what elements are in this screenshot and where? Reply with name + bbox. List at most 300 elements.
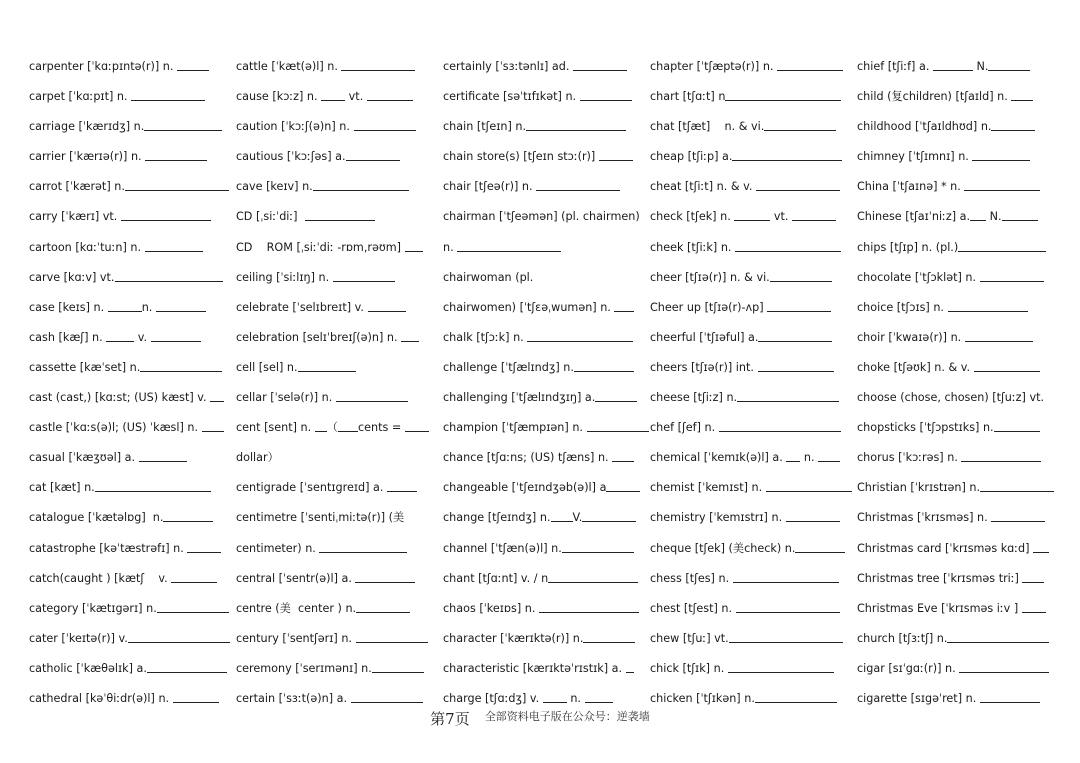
entry-text: catholic [ˈkæθəlɪk] a. [29, 661, 147, 675]
answer-blank[interactable] [121, 219, 211, 221]
answer-blank[interactable] [356, 641, 428, 643]
word-column-1 [29, 52, 236, 714]
entry-text: champion [ˈtʃæmpɪən] n. [443, 421, 587, 435]
answer-blank[interactable] [606, 490, 640, 492]
answer-blank[interactable] [144, 129, 222, 131]
entry-text: centimeter) n. [236, 541, 320, 555]
word-entry [29, 323, 236, 353]
entry-text: chemist [ˈkemɪst] n. [650, 481, 766, 495]
entry-text: celebration [selɪˈbreɪʃ(ə)n] n. [236, 330, 402, 344]
entry-text: cause [kɔːz] n. [236, 90, 322, 104]
entry-text: channel [ˈtʃæn(ə)l] n. [443, 541, 562, 555]
entry-text: chips [tʃɪp] n. (pl.) [857, 240, 959, 254]
answer-blank[interactable] [580, 99, 632, 101]
answer-blank[interactable] [961, 460, 1041, 462]
word-entry [443, 383, 650, 413]
answer-blank[interactable] [305, 219, 375, 221]
word-entry [650, 263, 857, 293]
entry-text: cigarette [sɪgəˈret] n. [857, 691, 980, 705]
entry-text: chant [tʃɑːnt] v. / n [443, 571, 549, 585]
word-entry [857, 323, 1064, 353]
answer-blank[interactable] [972, 159, 1030, 161]
answer-blank[interactable] [764, 129, 836, 131]
entry-text: chopsticks [ˈtʃɔpstɪks] n. [857, 421, 994, 435]
entry-text: chorus [ˈkɔːrəs] n. [857, 451, 962, 465]
answer-blank[interactable] [573, 69, 627, 71]
answer-blank[interactable] [139, 460, 187, 462]
entry-text: cent [sent] n. [236, 421, 315, 435]
word-entry [857, 52, 1064, 82]
answer-blank[interactable] [582, 520, 636, 522]
word-column-2 [236, 52, 443, 714]
entry-text: catastrophe [kəˈtæstrəfɪ] n. [29, 541, 188, 555]
entry-text: centigrade [ˈsentɪgreɪd] a. [236, 481, 387, 495]
word-entry [857, 443, 1064, 473]
entry-text: childhood [ˈtʃaɪldhʊd] n. [857, 120, 992, 134]
word-entry [29, 443, 236, 473]
answer-blank[interactable] [965, 340, 1033, 342]
entry-text: CD [ˌsiːˈdiː] [236, 210, 305, 224]
answer-blank[interactable] [536, 189, 620, 191]
entry-text: ceiling [ˈsiːlɪŋ] n. [236, 270, 333, 284]
answer-blank[interactable] [970, 219, 986, 221]
entry-text: chalk [tʃɔːk] n. [443, 330, 528, 344]
answer-blank[interactable] [321, 99, 345, 101]
entry-text: certificate [səˈtɪfɪkət] n. [443, 90, 580, 104]
word-entry [857, 564, 1064, 594]
word-entry [236, 534, 443, 564]
answer-blank[interactable] [115, 280, 223, 282]
word-entry [236, 654, 443, 684]
page-number: 第7页 [430, 710, 470, 728]
answer-blank[interactable] [732, 159, 842, 161]
word-entry [29, 172, 236, 202]
answer-blank[interactable] [991, 520, 1045, 522]
entry-text: chemical [ˈkemɪk(ə)l] a. [650, 451, 787, 465]
entry-text: church [tʃɜːtʃ] n. [857, 631, 948, 645]
entry-text: central [ˈsentr(ə)l] a. [236, 571, 356, 585]
entry-text: cheap [tʃiːp] a. [650, 150, 733, 164]
entry-text: chair [tʃeə(r)] n. [443, 180, 537, 194]
entry-text: Christmas [ˈkrɪsməs] n. [857, 511, 992, 525]
entry-text: cater [ˈkeɪtə(r)] v. [29, 631, 128, 645]
word-entry [443, 353, 650, 383]
entry-text: N. [986, 210, 1002, 224]
answer-blank[interactable] [355, 581, 415, 583]
answer-blank[interactable] [792, 219, 836, 221]
word-entry [650, 112, 857, 142]
answer-blank[interactable] [128, 641, 230, 643]
answer-blank[interactable] [527, 340, 633, 342]
word-entry [857, 293, 1064, 323]
word-entry [443, 534, 650, 564]
entry-text: chat [tʃæt] n. & vi. [650, 120, 765, 134]
answer-blank[interactable] [988, 69, 1030, 71]
answer-blank[interactable] [173, 701, 219, 703]
answer-blank[interactable] [210, 400, 224, 402]
entry-text: centimetre [ˈsentiˌmiːtə(r)] (美 [236, 511, 405, 525]
word-entry [650, 52, 857, 82]
answer-blank[interactable] [574, 370, 634, 372]
entry-text: cast (cast,) [kɑːst; (US) kæst] v. [29, 391, 211, 405]
entry-text: character [ˈkærɪktə(r)] n. [443, 631, 584, 645]
entry-text: cellar [ˈselə(r)] n. [236, 391, 336, 405]
word-entry [650, 202, 857, 232]
entry-text: cat [kæt] n. [29, 481, 95, 495]
answer-blank[interactable] [562, 551, 634, 553]
word-entry [29, 654, 236, 684]
answer-blank[interactable] [313, 189, 409, 191]
entry-text: Christmas card [ˈkrɪsməs kɑːd] [857, 541, 1034, 555]
word-entry [236, 473, 443, 503]
word-entry [857, 82, 1064, 112]
answer-blank[interactable] [336, 400, 408, 402]
word-entry [236, 503, 443, 533]
entry-text: cash [kæʃ] n. [29, 330, 107, 344]
word-entry [29, 263, 236, 293]
word-entry [857, 263, 1064, 293]
answer-blank[interactable] [933, 69, 973, 71]
answer-blank[interactable] [163, 520, 213, 522]
answer-blank[interactable] [140, 370, 222, 372]
word-entry [29, 142, 236, 172]
word-entry [443, 112, 650, 142]
word-entry [29, 233, 236, 263]
entry-text: n. [141, 300, 156, 314]
word-entry [443, 323, 650, 353]
answer-blank[interactable] [786, 460, 800, 462]
word-entry [236, 353, 443, 383]
entry-text: chairwomen) [ˈtʃɛəˌwumən] n. [443, 300, 615, 314]
word-entry [443, 263, 650, 293]
entry-text: carpet [ˈkɑːpɪt] n. [29, 90, 132, 104]
answer-blank[interactable] [356, 611, 410, 613]
answer-blank[interactable] [1022, 611, 1046, 613]
entry-text: chance [tʃɑːns; (US) tʃæns] n. [443, 451, 613, 465]
answer-blank[interactable] [202, 430, 224, 432]
answer-blank[interactable] [756, 189, 840, 191]
word-entry [236, 443, 443, 473]
answer-blank[interactable] [387, 490, 417, 492]
answer-blank[interactable] [187, 551, 221, 553]
entry-text: chain store(s) [tʃeɪn stɔː(r)] [443, 150, 599, 164]
word-entry [650, 503, 857, 533]
answer-blank[interactable] [626, 671, 634, 673]
word-entry [29, 82, 236, 112]
word-entry [650, 564, 857, 594]
answer-blank[interactable] [729, 641, 843, 643]
answer-blank[interactable] [145, 250, 203, 252]
entry-text: choose (chose, chosen) [tʃuːz] vt. [857, 391, 1045, 405]
word-entry [857, 654, 1064, 684]
word-entry [650, 323, 857, 353]
word-entry [857, 594, 1064, 624]
answer-blank[interactable] [156, 310, 206, 312]
word-column-3 [443, 52, 650, 714]
answer-blank[interactable] [368, 310, 406, 312]
entry-text: check [tʃek] n. [650, 210, 735, 224]
answer-blank[interactable] [351, 701, 423, 703]
vocabulary-grid [29, 52, 1064, 714]
entry-text: cattle [ˈkæt(ə)l] n. [236, 60, 342, 73]
word-entry [857, 172, 1064, 202]
answer-blank[interactable] [947, 641, 1049, 643]
answer-blank[interactable] [1022, 581, 1044, 583]
word-entry [650, 594, 857, 624]
word-entry [236, 112, 443, 142]
word-entry [29, 534, 236, 564]
answer-blank[interactable] [728, 671, 834, 673]
answer-blank[interactable] [147, 671, 227, 673]
word-entry [857, 534, 1064, 564]
entry-text: vt. [345, 90, 367, 104]
answer-blank[interactable] [1002, 219, 1038, 221]
entry-text: cathedral [kəˈθiːdr(ə)l] n. [29, 691, 173, 705]
word-entry [29, 503, 236, 533]
answer-blank[interactable] [543, 701, 567, 703]
answer-blank[interactable] [341, 69, 415, 71]
answer-blank[interactable] [766, 490, 852, 492]
entry-text: chef [ʃef] n. [650, 421, 719, 435]
entry-text: chemistry [ˈkemɪstrɪ] n. [650, 511, 786, 525]
word-entry [443, 654, 650, 684]
word-entry [29, 112, 236, 142]
entry-text: choice [tʃɔɪs] n. [857, 300, 948, 314]
word-entry [443, 142, 650, 172]
entry-text: challenging [ˈtʃælɪndʒɪŋ] a. [443, 391, 596, 405]
entry-text: change [tʃeɪndʒ] n. [443, 511, 551, 525]
entry-text: chain [tʃeɪn] n. [443, 120, 527, 134]
word-entry [650, 624, 857, 654]
word-entry [857, 383, 1064, 413]
answer-blank[interactable] [770, 280, 832, 282]
word-entry [857, 233, 1064, 263]
answer-blank[interactable] [457, 250, 561, 252]
word-entry [443, 473, 650, 503]
word-entry [236, 202, 443, 232]
answer-blank[interactable] [758, 340, 832, 342]
word-entry [443, 233, 650, 263]
entry-text: cave [keɪv] n. [236, 180, 313, 194]
answer-blank[interactable] [777, 69, 843, 71]
answer-blank[interactable] [736, 611, 840, 613]
entry-text: chairwoman (pl. [443, 270, 534, 284]
entry-text: catch(caught ) [kætʃ v. [29, 571, 172, 585]
answer-blank[interactable] [171, 581, 217, 583]
answer-blank[interactable] [319, 551, 407, 553]
answer-blank[interactable] [948, 310, 1028, 312]
word-entry [443, 202, 650, 232]
entry-text: V. [572, 511, 583, 525]
entry-text: cheese [tʃiːz] n. [650, 391, 738, 405]
answer-blank[interactable] [991, 129, 1035, 131]
entry-text: castle [ˈkɑːs(ə)l; (US) ˈkæsl] n. [29, 421, 202, 435]
word-entry [236, 263, 443, 293]
word-entry [443, 624, 650, 654]
answer-blank[interactable] [587, 430, 649, 432]
answer-blank[interactable] [1011, 99, 1033, 101]
answer-blank[interactable] [980, 701, 1040, 703]
answer-blank[interactable] [338, 430, 358, 432]
entry-text: catalogue [ˈkætəlɒg] n. [29, 511, 164, 525]
answer-blank[interactable] [131, 99, 205, 101]
entry-text: Cheer up [tʃɪə(r)-ʌp] [650, 300, 768, 314]
word-entry [443, 503, 650, 533]
entry-text: n. [800, 451, 819, 465]
entry-text: casual [ˈkæʒʊəl] a. [29, 451, 139, 465]
word-entry [29, 594, 236, 624]
answer-blank[interactable] [735, 250, 841, 252]
entry-text: v. [134, 330, 151, 344]
word-entry [443, 293, 650, 323]
entry-text: chart [tʃɑːt] n [650, 90, 726, 104]
word-entry [650, 654, 857, 684]
answer-blank[interactable] [539, 611, 639, 613]
word-entry [236, 52, 443, 82]
answer-blank[interactable] [108, 310, 142, 312]
answer-blank[interactable] [1033, 551, 1049, 553]
word-entry [650, 172, 857, 202]
word-entry [650, 473, 857, 503]
word-entry [236, 323, 443, 353]
entry-text: cheat [tʃiːt] n. & v. [650, 180, 756, 194]
entry-text: cheek [tʃiːk] n. [650, 240, 736, 254]
answer-blank[interactable] [526, 129, 626, 131]
answer-blank[interactable] [612, 460, 634, 462]
entry-text: case [keɪs] n. [29, 300, 108, 314]
word-entry [443, 172, 650, 202]
answer-blank[interactable] [548, 581, 638, 583]
answer-blank[interactable] [733, 581, 839, 583]
word-entry [650, 353, 857, 383]
entry-text: （ [326, 421, 338, 435]
answer-blank[interactable] [315, 430, 327, 432]
answer-blank[interactable] [994, 430, 1040, 432]
answer-blank[interactable] [795, 551, 845, 553]
answer-blank[interactable] [980, 490, 1054, 492]
answer-blank[interactable] [614, 310, 634, 312]
answer-blank[interactable] [298, 370, 356, 372]
answer-blank[interactable] [354, 129, 416, 131]
answer-blank[interactable] [95, 490, 211, 492]
answer-blank[interactable] [737, 400, 839, 402]
word-entry [857, 112, 1064, 142]
entry-text: n. [566, 691, 585, 705]
entry-text: chief [tʃiːf] a. [857, 60, 933, 73]
word-entry [857, 413, 1064, 443]
entry-text: carriage [ˈkærɪdʒ] n. [29, 120, 145, 134]
word-entry [650, 413, 857, 443]
entry-text: carrot [ˈkærət] n. [29, 180, 125, 194]
answer-blank[interactable] [151, 340, 201, 342]
answer-blank[interactable] [583, 641, 635, 643]
answer-blank[interactable] [125, 189, 229, 191]
word-entry [650, 534, 857, 564]
answer-blank[interactable] [974, 370, 1040, 372]
answer-blank[interactable] [333, 280, 395, 282]
word-entry [443, 413, 650, 443]
entry-text: chick [tʃɪk] n. [650, 661, 728, 675]
answer-blank[interactable] [767, 310, 831, 312]
entry-text: chicken [ˈtʃɪkən] n. [650, 691, 755, 705]
answer-blank[interactable] [145, 159, 207, 161]
answer-blank[interactable] [818, 460, 840, 462]
answer-blank[interactable] [405, 430, 429, 432]
word-entry [236, 413, 443, 443]
entry-text: chimney [ˈtʃɪmnɪ] n. [857, 150, 973, 164]
entry-text: category [ˈkætɪgərɪ] n. [29, 601, 157, 615]
entry-text: cheer [tʃɪə(r)] n. & vi. [650, 270, 770, 284]
answer-blank[interactable] [551, 520, 573, 522]
entry-text: cell [sel] n. [236, 360, 298, 374]
answer-blank[interactable] [595, 400, 637, 402]
answer-blank[interactable] [157, 611, 229, 613]
word-entry [650, 142, 857, 172]
word-entry [650, 82, 857, 112]
answer-blank[interactable] [980, 280, 1044, 282]
word-entry [443, 564, 650, 594]
word-column-4 [650, 52, 857, 714]
answer-blank[interactable] [725, 99, 841, 101]
answer-blank[interactable] [177, 69, 209, 71]
entry-text: carve [kɑːv] vt. [29, 270, 115, 284]
answer-blank[interactable] [734, 219, 770, 221]
word-entry [29, 383, 236, 413]
word-entry [650, 383, 857, 413]
word-column-5 [857, 52, 1064, 714]
entry-text: cheers [tʃɪə(r)] int. [650, 360, 758, 374]
word-entry [443, 594, 650, 624]
entry-text: cheque [tʃek] (美check) n. [650, 541, 796, 555]
answer-blank[interactable] [755, 701, 837, 703]
entry-text: vt. [770, 210, 792, 224]
answer-blank[interactable] [959, 671, 1049, 673]
entry-text: cassette [kæˈset] n. [29, 360, 141, 374]
entry-text: caution [ˈkɔːʃ(ə)n] n. [236, 120, 354, 134]
entry-text: Christmas Eve [ˈkrɪsməs iːv ] [857, 601, 1022, 615]
answer-blank[interactable] [719, 430, 841, 432]
word-entry [857, 353, 1064, 383]
answer-blank[interactable] [758, 370, 834, 372]
entry-text: chess [tʃes] n. [650, 571, 733, 585]
word-entry [236, 293, 443, 323]
entry-text: cents = [357, 421, 405, 435]
answer-blank[interactable] [372, 671, 424, 673]
answer-blank[interactable] [786, 520, 840, 522]
answer-blank[interactable] [405, 250, 423, 252]
word-entry [236, 172, 443, 202]
answer-blank[interactable] [958, 250, 1046, 252]
answer-blank[interactable] [346, 159, 400, 161]
word-entry [29, 564, 236, 594]
entry-text: characteristic [kærɪktəˈrɪstɪk] a. [443, 661, 626, 675]
entry-text: charge [tʃɑːdʒ] v. [443, 691, 543, 705]
entry-text: chocolate [ˈtʃɔklət] n. [857, 270, 980, 284]
word-entry [236, 624, 443, 654]
answer-blank[interactable] [964, 189, 1040, 191]
entry-text: challenge [ˈtʃælɪndʒ] n. [443, 360, 574, 374]
entry-text: century [ˈsentʃərɪ] n. [236, 631, 356, 645]
answer-blank[interactable] [599, 159, 633, 161]
answer-blank[interactable] [106, 340, 134, 342]
answer-blank[interactable] [401, 340, 419, 342]
entry-text: chapter [ˈtʃæptə(r)] n. [650, 60, 778, 73]
answer-blank[interactable] [585, 701, 613, 703]
answer-blank[interactable] [367, 99, 413, 101]
entry-text: ceremony [ˈserɪmənɪ] n. [236, 661, 372, 675]
entry-text: cigar [sɪˈgɑː(r)] n. [857, 661, 960, 675]
word-entry [29, 624, 236, 654]
